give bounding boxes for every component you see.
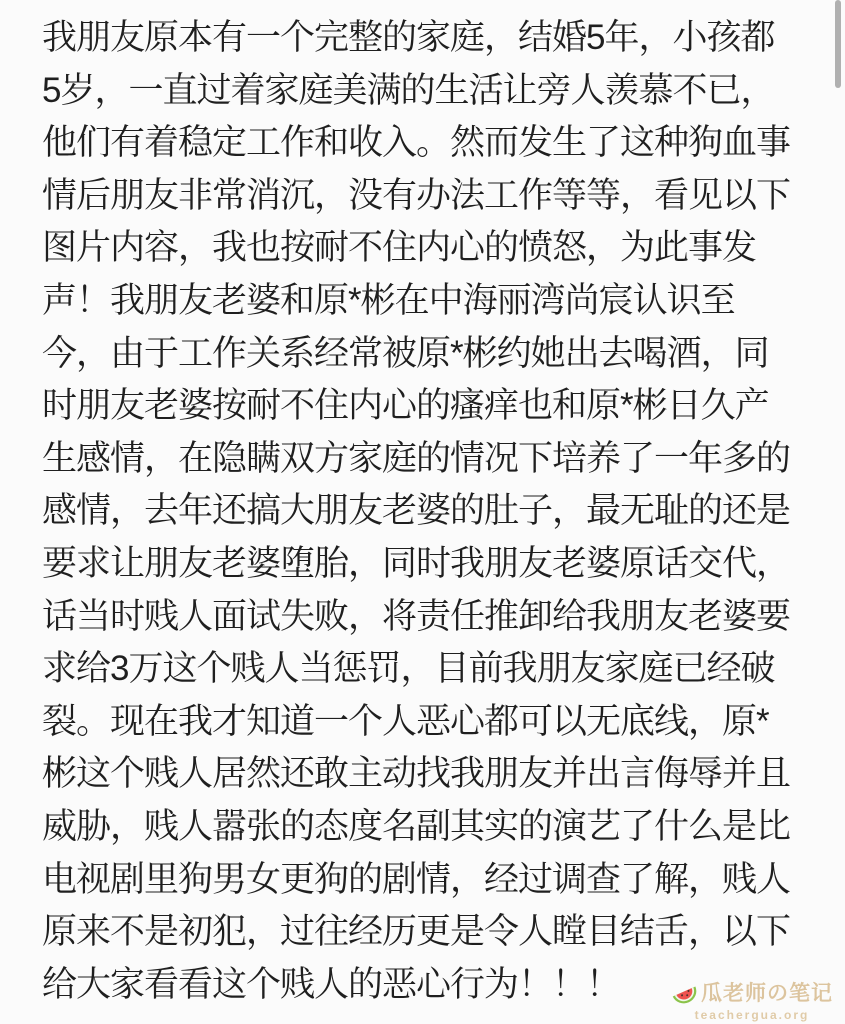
text-line: 原来不是初犯，过往经历更是令人瞠目结舌，以下 (42, 912, 791, 952)
text-line: 时朋友老婆按耐不住内心的瘙痒也和原*彬日久产 (42, 386, 769, 426)
scrollbar-thumb[interactable] (835, 0, 841, 88)
text-line: 求给3万这个贱人当惩罚，目前我朋友家庭已经破 (42, 649, 775, 689)
text-line: 给大家看看这个贱人的恶心行为！！！ (42, 964, 621, 1004)
text-line: 今，由于工作关系经常被原*彬约她出去喝酒，同 (42, 333, 769, 373)
text-line: 声！我朋友老婆和原*彬在中海丽湾尚宸认识至 (42, 280, 735, 320)
text-line: 话当时贱人面试失败，将责任推卸给我朋友老婆要 (42, 596, 791, 636)
watermark (671, 977, 833, 1022)
text-line: 彬这个贱人居然还敢主动找我朋友并出言侮辱并且 (42, 754, 791, 794)
text-line: 电视剧里狗男女更狗的剧情，经过调查了解，贱人 (42, 859, 791, 899)
text-line: 感情，去年还搞大朋友老婆的肚子，最无耻的还是 (42, 491, 791, 531)
text-line: 要求让朋友老婆堕胎，同时我朋友老婆原话交代， (42, 543, 791, 583)
text-line: 威胁，贱人嚣张的态度名副其实的演艺了什么是比 (42, 806, 791, 846)
text-line: 图片内容，我也按耐不住内心的愤怒，为此事发 (42, 228, 757, 268)
text-line: 他们有着稳定工作和收入。然而发生了这种狗血事 (42, 123, 791, 163)
watermark-brand: 瓜老师の笔记 (701, 982, 833, 1005)
text-line: 情后朋友非常消沉，没有办法工作等等，看见以下 (42, 175, 791, 215)
watermelon-icon (671, 979, 698, 1006)
text-line: 裂。现在我才知道一个人恶心都可以无底线，原* (42, 701, 769, 741)
text-line: 生感情，在隐瞒双方家庭的情况下培养了一年多的 (42, 438, 791, 478)
text-line: 5岁，一直过着家庭美满的生活让旁人羡慕不已， (42, 70, 775, 110)
post-body-text (42, 12, 814, 1011)
watermark-url: teachergua.org (694, 1008, 810, 1022)
text-line: 我朋友原本有一个完整的家庭，结婚5年，小孩都 (42, 18, 775, 57)
